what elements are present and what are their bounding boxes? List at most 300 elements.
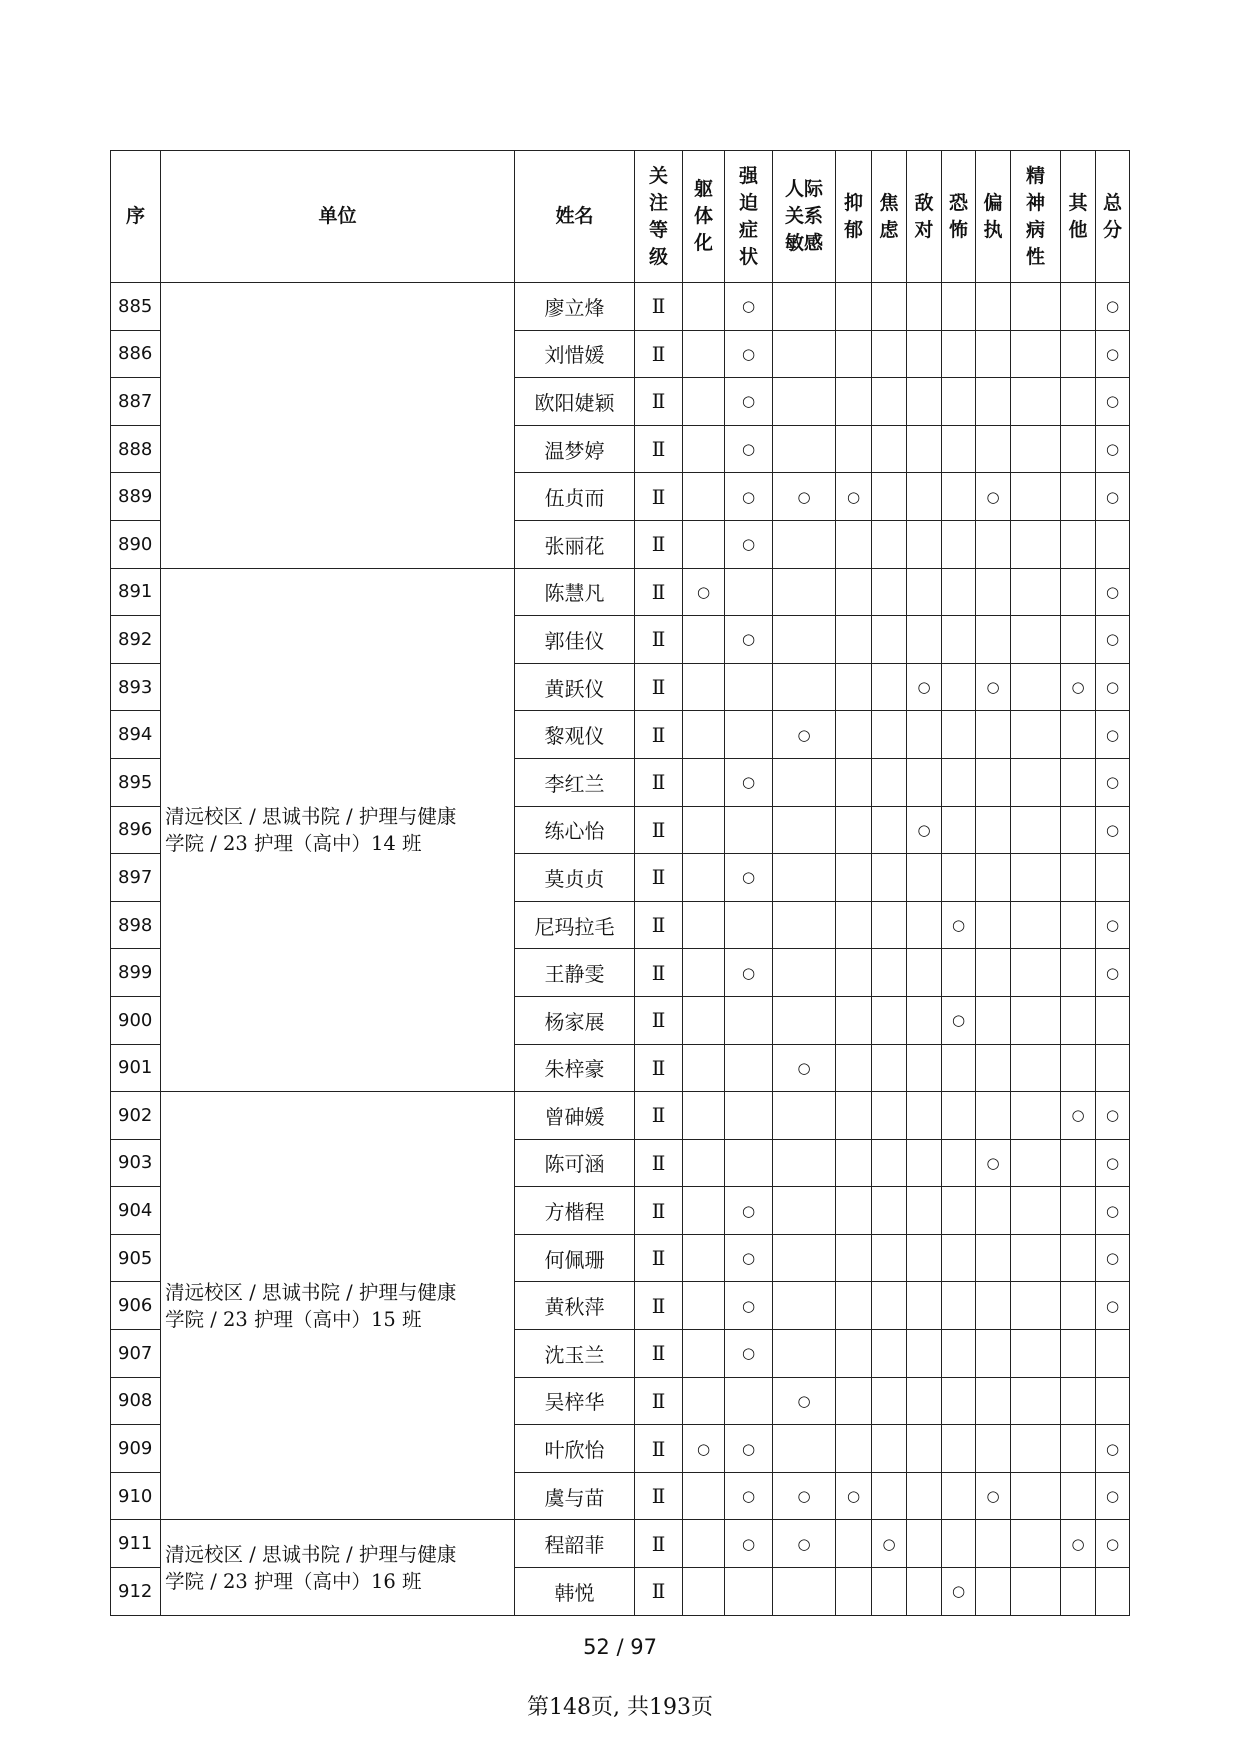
empty-cell <box>976 1568 1011 1616</box>
row-seq: 889 <box>111 473 161 521</box>
flag-mark: ○ <box>872 1520 907 1568</box>
empty-cell <box>1011 1377 1061 1425</box>
empty-cell <box>976 1282 1011 1330</box>
empty-cell <box>836 758 872 806</box>
empty-cell <box>942 473 976 521</box>
empty-cell <box>773 425 836 473</box>
attention-level: Ⅱ <box>635 1234 683 1282</box>
empty-cell <box>872 711 907 759</box>
attention-level: Ⅱ <box>635 949 683 997</box>
empty-cell <box>1061 473 1096 521</box>
header-label-line: 躯 <box>693 178 713 200</box>
empty-cell <box>773 854 836 902</box>
empty-cell <box>1011 568 1061 616</box>
empty-cell <box>872 425 907 473</box>
row-seq: 912 <box>111 1568 161 1616</box>
empty-cell <box>725 1377 773 1425</box>
empty-cell <box>1096 1044 1130 1092</box>
empty-cell <box>1061 1282 1096 1330</box>
empty-cell <box>773 806 836 854</box>
unit-cell: 清远校区 / 思诚书院 / 护理与健康 学院 / 23 护理（高中）16 班 <box>161 1520 515 1615</box>
empty-cell <box>725 711 773 759</box>
empty-cell <box>1061 616 1096 664</box>
header-label <box>126 203 145 230</box>
empty-cell <box>683 1520 725 1568</box>
empty-cell <box>773 996 836 1044</box>
flag-mark: ○ <box>1061 1092 1096 1140</box>
row-seq: 909 <box>111 1425 161 1473</box>
empty-cell <box>907 568 942 616</box>
empty-cell <box>942 568 976 616</box>
table-row <box>111 568 1130 616</box>
empty-cell <box>836 283 872 331</box>
flag-mark: ○ <box>725 1330 773 1378</box>
empty-cell <box>836 1187 872 1235</box>
empty-cell <box>872 568 907 616</box>
attention-level: Ⅱ <box>635 1092 683 1140</box>
empty-cell <box>976 854 1011 902</box>
empty-cell <box>942 283 976 331</box>
row-seq: 901 <box>111 1044 161 1092</box>
empty-cell <box>872 949 907 997</box>
empty-cell <box>725 1092 773 1140</box>
flag-mark: ○ <box>1061 663 1096 711</box>
flag-mark: ○ <box>1096 330 1130 378</box>
empty-cell <box>725 1568 773 1616</box>
flag-mark: ○ <box>725 378 773 426</box>
empty-cell <box>836 520 872 568</box>
empty-cell <box>942 1425 976 1473</box>
empty-cell <box>683 1472 725 1520</box>
student-name: 黄跃仪 <box>515 663 635 711</box>
empty-cell <box>942 1044 976 1092</box>
empty-cell <box>1011 520 1061 568</box>
attention-level: Ⅱ <box>635 1330 683 1378</box>
empty-cell <box>1011 711 1061 759</box>
empty-cell <box>683 1092 725 1140</box>
header-label <box>983 190 1002 244</box>
empty-cell <box>976 1425 1011 1473</box>
row-seq: 887 <box>111 378 161 426</box>
empty-cell <box>907 1092 942 1140</box>
empty-cell <box>773 1330 836 1378</box>
attention-level: Ⅱ <box>635 283 683 331</box>
empty-cell <box>725 1139 773 1187</box>
empty-cell <box>907 1282 942 1330</box>
row-seq: 895 <box>111 758 161 806</box>
name-header <box>515 151 635 283</box>
seq-header <box>111 151 161 283</box>
empty-cell <box>976 996 1011 1044</box>
student-name: 方楷程 <box>515 1187 635 1235</box>
attention-level: Ⅱ <box>635 1044 683 1092</box>
header-label-line: 抑 <box>843 191 863 214</box>
empty-cell <box>1011 1472 1061 1520</box>
empty-cell <box>1061 568 1096 616</box>
flag-mark: ○ <box>1061 1520 1096 1568</box>
unit-header <box>161 151 515 283</box>
attention-level: Ⅱ <box>635 1187 683 1235</box>
empty-cell <box>942 378 976 426</box>
empty-cell <box>907 330 942 378</box>
flag-mark: ○ <box>1096 758 1130 806</box>
interpersonal-header <box>773 151 836 283</box>
empty-cell <box>683 1139 725 1187</box>
empty-cell <box>976 1234 1011 1282</box>
flag-mark: ○ <box>976 1139 1011 1187</box>
attention-level: Ⅱ <box>635 1425 683 1473</box>
flag-mark: ○ <box>1096 425 1130 473</box>
empty-cell <box>773 949 836 997</box>
header-label-line: 神 <box>1025 191 1045 214</box>
empty-cell <box>1061 425 1096 473</box>
empty-cell <box>942 1139 976 1187</box>
flag-mark: ○ <box>1096 378 1130 426</box>
unit-cell <box>161 283 515 569</box>
attention-level: Ⅱ <box>635 758 683 806</box>
row-seq: 903 <box>111 1139 161 1187</box>
flag-mark: ○ <box>773 1472 836 1520</box>
row-seq: 904 <box>111 1187 161 1235</box>
empty-cell <box>1061 996 1096 1044</box>
empty-cell <box>683 330 725 378</box>
header-row <box>111 151 1130 283</box>
empty-cell <box>1011 901 1061 949</box>
empty-cell <box>942 711 976 759</box>
screening-table <box>110 150 1130 1616</box>
student-name: 陈可涵 <box>515 1139 635 1187</box>
empty-cell <box>725 568 773 616</box>
flag-mark: ○ <box>1096 1187 1130 1235</box>
empty-cell <box>1096 1330 1130 1378</box>
empty-cell <box>683 854 725 902</box>
flag-mark: ○ <box>1096 711 1130 759</box>
empty-cell <box>976 568 1011 616</box>
flag-mark: ○ <box>1096 1472 1130 1520</box>
empty-cell <box>872 1377 907 1425</box>
empty-cell <box>773 1139 836 1187</box>
empty-cell <box>683 1187 725 1235</box>
empty-cell <box>942 854 976 902</box>
empty-cell <box>907 1568 942 1616</box>
empty-cell <box>976 901 1011 949</box>
empty-cell <box>1061 1139 1096 1187</box>
header-label-line: 等 <box>648 218 668 241</box>
empty-cell <box>1011 854 1061 902</box>
row-seq: 900 <box>111 996 161 1044</box>
flag-mark: ○ <box>725 330 773 378</box>
empty-cell <box>1011 330 1061 378</box>
empty-cell <box>872 1282 907 1330</box>
attention-level: Ⅱ <box>635 1520 683 1568</box>
header-label-line: 姓名 <box>555 205 594 227</box>
empty-cell <box>976 758 1011 806</box>
empty-cell <box>976 378 1011 426</box>
empty-cell <box>907 1187 942 1235</box>
student-name: 程韶菲 <box>515 1520 635 1568</box>
empty-cell <box>773 330 836 378</box>
empty-cell <box>872 854 907 902</box>
attention-level: Ⅱ <box>635 1282 683 1330</box>
flag-mark: ○ <box>725 949 773 997</box>
flag-mark: ○ <box>1096 1425 1130 1473</box>
empty-cell <box>942 330 976 378</box>
header-label-line: 病 <box>1025 218 1045 241</box>
flag-mark: ○ <box>725 473 773 521</box>
empty-cell <box>683 520 725 568</box>
page-total: 第148页, 共193页 <box>527 1695 713 1720</box>
attention-level: Ⅱ <box>635 901 683 949</box>
student-name: 莫贞贞 <box>515 854 635 902</box>
empty-cell <box>942 1187 976 1235</box>
empty-cell <box>907 949 942 997</box>
empty-cell <box>836 616 872 664</box>
empty-cell <box>836 806 872 854</box>
header-label-line: 分 <box>1102 218 1122 241</box>
empty-cell <box>976 283 1011 331</box>
empty-cell <box>1011 425 1061 473</box>
student-name: 沈玉兰 <box>515 1330 635 1378</box>
empty-cell <box>942 425 976 473</box>
empty-cell <box>872 1092 907 1140</box>
student-name: 尼玛拉毛 <box>515 901 635 949</box>
empty-cell <box>872 1234 907 1282</box>
flag-mark: ○ <box>1096 1282 1130 1330</box>
empty-cell <box>773 663 836 711</box>
row-seq: 907 <box>111 1330 161 1378</box>
empty-cell <box>725 1044 773 1092</box>
student-name: 曾砷媛 <box>515 1092 635 1140</box>
student-name: 廖立烽 <box>515 283 635 331</box>
attention-level: Ⅱ <box>635 1568 683 1616</box>
empty-cell <box>683 1568 725 1616</box>
empty-cell <box>942 663 976 711</box>
flag-mark: ○ <box>976 1472 1011 1520</box>
empty-cell <box>1061 1234 1096 1282</box>
attention-level: Ⅱ <box>635 330 683 378</box>
phobia-header <box>942 151 976 283</box>
empty-cell <box>907 901 942 949</box>
somatization-header <box>683 151 725 283</box>
flag-mark: ○ <box>1096 1234 1130 1282</box>
obsessive-header <box>725 151 773 283</box>
empty-cell <box>683 473 725 521</box>
empty-cell <box>907 1139 942 1187</box>
empty-cell <box>1061 1187 1096 1235</box>
flag-mark: ○ <box>1096 616 1130 664</box>
row-seq: 898 <box>111 901 161 949</box>
empty-cell <box>942 616 976 664</box>
flag-mark: ○ <box>725 1234 773 1282</box>
student-name: 杨家展 <box>515 996 635 1044</box>
empty-cell <box>683 283 725 331</box>
attention-level: Ⅱ <box>635 1139 683 1187</box>
anxiety-header <box>872 151 907 283</box>
header-label-line: 序 <box>125 205 145 227</box>
empty-cell <box>1061 1330 1096 1378</box>
empty-cell <box>976 1044 1011 1092</box>
empty-cell <box>1011 1139 1061 1187</box>
empty-cell <box>942 1520 976 1568</box>
empty-cell <box>836 425 872 473</box>
empty-cell <box>1011 616 1061 664</box>
empty-cell <box>976 1092 1011 1140</box>
flag-mark: ○ <box>725 1282 773 1330</box>
row-seq: 894 <box>111 711 161 759</box>
empty-cell <box>725 663 773 711</box>
empty-cell <box>907 473 942 521</box>
empty-cell <box>942 758 976 806</box>
empty-cell <box>836 1139 872 1187</box>
header-label <box>739 163 758 271</box>
empty-cell <box>976 1520 1011 1568</box>
row-seq: 888 <box>111 425 161 473</box>
empty-cell <box>907 1520 942 1568</box>
empty-cell <box>836 330 872 378</box>
flag-mark: ○ <box>1096 1139 1130 1187</box>
empty-cell <box>942 1092 976 1140</box>
flag-mark: ○ <box>942 1568 976 1616</box>
empty-cell <box>872 1330 907 1378</box>
empty-cell <box>872 1044 907 1092</box>
flag-mark: ○ <box>725 283 773 331</box>
empty-cell <box>773 283 836 331</box>
flag-mark: ○ <box>1096 568 1130 616</box>
empty-cell <box>976 330 1011 378</box>
empty-cell <box>907 1425 942 1473</box>
empty-cell <box>836 1377 872 1425</box>
flag-mark: ○ <box>1096 949 1130 997</box>
empty-cell <box>942 1472 976 1520</box>
empty-cell <box>1011 1092 1061 1140</box>
empty-cell <box>773 568 836 616</box>
empty-cell <box>1061 1425 1096 1473</box>
empty-cell <box>773 1092 836 1140</box>
flag-mark: ○ <box>773 1044 836 1092</box>
header-label <box>1026 163 1045 271</box>
header-label <box>318 203 356 230</box>
row-seq: 905 <box>111 1234 161 1282</box>
student-name: 何佩珊 <box>515 1234 635 1282</box>
empty-cell <box>836 711 872 759</box>
empty-cell <box>976 1330 1011 1378</box>
empty-cell <box>836 854 872 902</box>
empty-cell <box>1061 330 1096 378</box>
row-seq: 897 <box>111 854 161 902</box>
empty-cell <box>1061 378 1096 426</box>
student-name: 黄秋萍 <box>515 1282 635 1330</box>
header-label-line: 化 <box>693 232 713 254</box>
empty-cell <box>683 1330 725 1378</box>
empty-cell <box>683 663 725 711</box>
empty-cell <box>872 1187 907 1235</box>
flag-mark: ○ <box>907 806 942 854</box>
header-label-line: 总 <box>1102 191 1122 214</box>
empty-cell <box>1011 378 1061 426</box>
empty-cell <box>942 1282 976 1330</box>
header-label-line: 其 <box>1068 191 1088 214</box>
empty-cell <box>1011 1044 1061 1092</box>
header-label-line: 怖 <box>948 218 968 241</box>
attention-level: Ⅱ <box>635 425 683 473</box>
empty-cell <box>872 520 907 568</box>
student-name: 张丽花 <box>515 520 635 568</box>
empty-cell <box>907 854 942 902</box>
flag-mark: ○ <box>942 996 976 1044</box>
unit-cell: 清远校区 / 思诚书院 / 护理与健康 学院 / 23 护理（高中）14 班 <box>161 568 515 1092</box>
empty-cell <box>725 806 773 854</box>
empty-cell <box>1096 996 1130 1044</box>
empty-cell <box>836 1044 872 1092</box>
header-label-line: 精 <box>1025 164 1045 187</box>
header-label-line: 级 <box>648 245 668 268</box>
header-label <box>949 190 968 244</box>
flag-mark: ○ <box>942 901 976 949</box>
empty-cell <box>725 901 773 949</box>
empty-cell <box>1011 758 1061 806</box>
row-seq: 893 <box>111 663 161 711</box>
header-label <box>785 176 823 257</box>
header-label-line: 执 <box>983 218 1003 241</box>
empty-cell <box>907 1234 942 1282</box>
empty-cell <box>683 996 725 1044</box>
header-label-line: 迫 <box>738 191 758 214</box>
empty-cell <box>942 949 976 997</box>
empty-cell <box>683 1234 725 1282</box>
empty-cell <box>1061 1472 1096 1520</box>
empty-cell <box>872 1425 907 1473</box>
empty-cell <box>836 901 872 949</box>
empty-cell <box>773 520 836 568</box>
student-name: 朱梓豪 <box>515 1044 635 1092</box>
empty-cell <box>872 996 907 1044</box>
student-name: 郭佳仪 <box>515 616 635 664</box>
empty-cell <box>683 806 725 854</box>
empty-cell <box>907 1330 942 1378</box>
attention-level: Ⅱ <box>635 473 683 521</box>
empty-cell <box>773 901 836 949</box>
empty-cell <box>1096 1377 1130 1425</box>
flag-mark: ○ <box>725 425 773 473</box>
flag-mark: ○ <box>725 758 773 806</box>
empty-cell <box>1011 473 1061 521</box>
empty-cell <box>836 378 872 426</box>
header-label-line: 性 <box>1025 245 1045 268</box>
empty-cell <box>1011 1330 1061 1378</box>
flag-mark: ○ <box>836 473 872 521</box>
total-header <box>1096 151 1130 283</box>
header-label-line: 强 <box>738 164 758 187</box>
empty-cell <box>1061 283 1096 331</box>
empty-cell <box>1011 283 1061 331</box>
empty-cell <box>1061 758 1096 806</box>
empty-cell <box>976 520 1011 568</box>
empty-cell <box>907 1044 942 1092</box>
student-name: 韩悦 <box>515 1568 635 1616</box>
empty-cell <box>976 1187 1011 1235</box>
empty-cell <box>907 616 942 664</box>
empty-cell <box>976 806 1011 854</box>
flag-mark: ○ <box>976 663 1011 711</box>
empty-cell <box>1061 806 1096 854</box>
flag-mark: ○ <box>836 1472 872 1520</box>
empty-cell <box>683 616 725 664</box>
empty-cell <box>872 901 907 949</box>
attention-level: Ⅱ <box>635 1472 683 1520</box>
row-seq: 891 <box>111 568 161 616</box>
depression-header <box>836 151 872 283</box>
row-seq: 886 <box>111 330 161 378</box>
